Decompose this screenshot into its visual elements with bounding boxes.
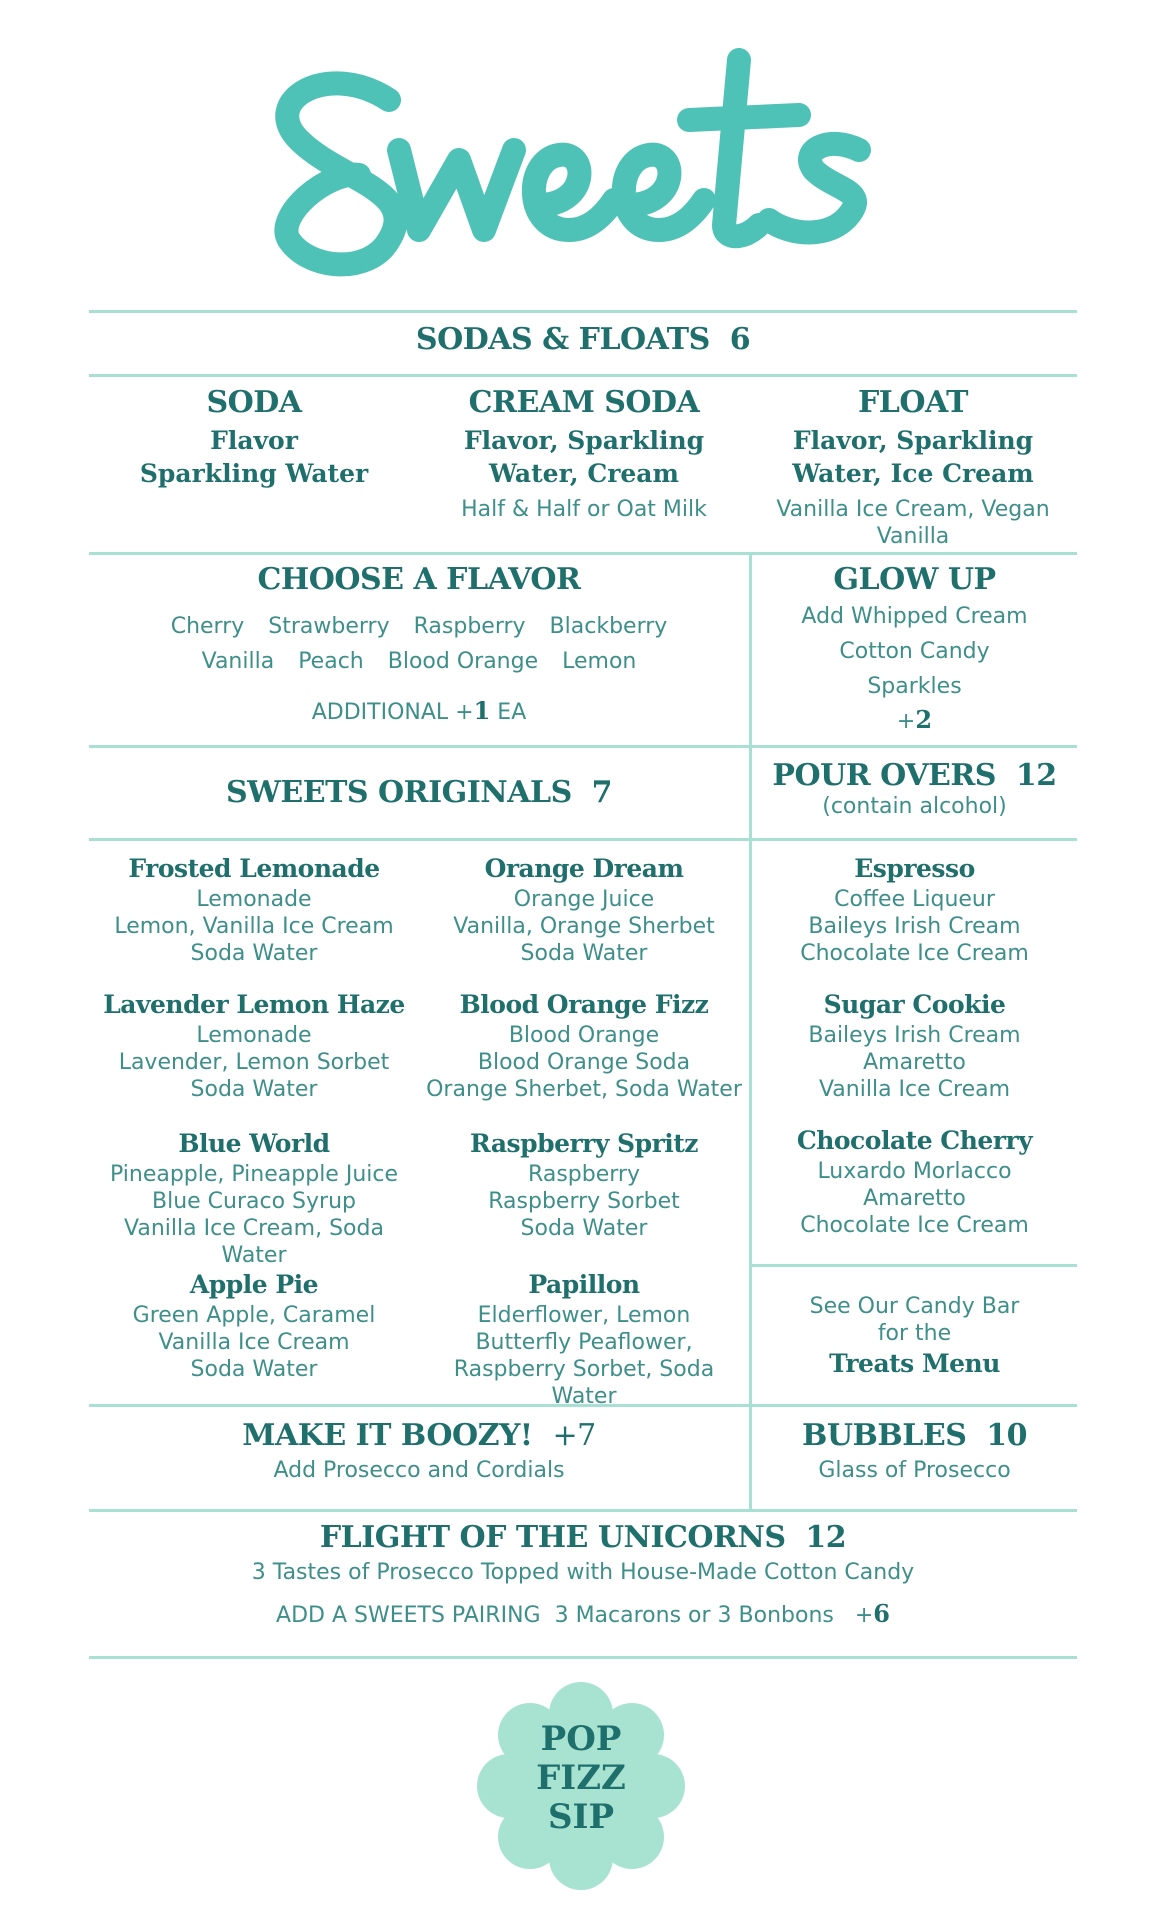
pairing-line: ADD A SWEETS PAIRING 3 Macarons or 3 Bonbons +6 [276, 1599, 890, 1628]
cream-soda-option: Half & Half or Oat Milk [461, 497, 707, 522]
item-name: Lavender Lemon Haze [103, 990, 405, 1019]
cream-soda-line: Flavor, Sparkling [463, 426, 705, 455]
item-line: Raspberry [528, 1162, 640, 1187]
item-line: Lemon, Vanilla Ice Cream [114, 914, 394, 939]
soda-line: Sparkling Water [139, 459, 369, 488]
flavor-item: Peach [298, 649, 364, 674]
item-line: Vanilla Ice Cream [818, 1077, 1011, 1102]
item-line: Baileys Irish Cream [808, 914, 1021, 939]
boozy-desc: Add Prosecco and Cordials [273, 1458, 565, 1483]
item-name: Blue World [178, 1129, 330, 1158]
glow-up-section [752, 562, 1077, 738]
flavor-item: Raspberry [413, 614, 526, 639]
item-line: Amaretto [863, 1186, 966, 1211]
item-name: Chocolate Cherry [796, 1126, 1033, 1155]
item-line: Baileys Irish Cream [808, 1023, 1021, 1048]
unicorns-price: 12 [805, 1520, 847, 1555]
unicorns-header: FLIGHT OF THE UNICORNS [319, 1520, 786, 1555]
menu-item [419, 988, 749, 1103]
menu-item [752, 1124, 1077, 1239]
item-line: Orange Juice [513, 887, 655, 912]
sweets-originals-header: SWEETS ORIGINALS 7 [226, 775, 612, 810]
item-line: Blood Orange Soda [477, 1050, 691, 1075]
candy-bar-note [752, 1293, 1077, 1381]
flavor-item: Lemon [562, 649, 637, 674]
item-line: Chocolate Ice Cream [800, 1213, 1029, 1238]
item-line: Elderflower, Lemon [477, 1303, 691, 1328]
flavor-item: Vanilla [201, 649, 275, 674]
item-line: Chocolate Ice Cream [800, 941, 1029, 966]
item-line: Green Apple, Caramel [132, 1303, 376, 1328]
item-line: Blood Orange [508, 1023, 660, 1048]
item-line: Blue Curaco Syrup [152, 1189, 356, 1214]
bubbles-desc: Glass of Prosecco [818, 1458, 1011, 1483]
boozy-header: MAKE IT BOOZY! [242, 1418, 533, 1453]
pour-overs-note: (contain alcohol) [822, 794, 1007, 819]
menu-item [89, 1127, 419, 1269]
flavor-row [89, 648, 749, 675]
item-line: Vanilla Ice Cream [158, 1330, 350, 1355]
rule [89, 745, 1077, 748]
flavor-item: Strawberry [268, 614, 390, 639]
bubbles-section [752, 1418, 1077, 1484]
menu-item [89, 852, 419, 967]
item-line: Soda Water [190, 941, 318, 966]
bubbles-header: BUBBLES [802, 1418, 967, 1453]
item-line: Pineapple, Pineapple Juice [109, 1162, 399, 1187]
glow-up-header: GLOW UP [833, 562, 996, 597]
glow-up-price: +2 [896, 705, 933, 734]
menu-item [419, 1127, 749, 1242]
unicorns-section [89, 1520, 1077, 1629]
float-section [749, 385, 1077, 550]
item-line: Vanilla, Orange Sherbet [453, 914, 715, 939]
item-name: Raspberry Spritz [469, 1129, 698, 1158]
cream-soda-name: CREAM SODA [468, 385, 700, 420]
item-line: Raspberry Sorbet, Soda Water [453, 1357, 715, 1409]
item-name: Sugar Cookie [823, 990, 1006, 1019]
candy-bar-line: for the [877, 1321, 952, 1346]
flavor-item: Blackberry [549, 614, 668, 639]
item-line: Soda Water [520, 941, 648, 966]
menu-item [419, 852, 749, 967]
item-name: Blood Orange Fizz [459, 990, 709, 1019]
cream-soda-section [419, 385, 749, 523]
item-name: Espresso [854, 854, 975, 883]
sodas-floats-header: SODAS & FLOATS 6 [415, 322, 751, 357]
menu-item [89, 1268, 419, 1383]
rule [89, 374, 1077, 377]
soda-name: SODA [206, 385, 302, 420]
candy-bar-line: See Our Candy Bar [809, 1294, 1020, 1319]
rule [89, 552, 1077, 555]
bubbles-price: 10 [986, 1418, 1027, 1453]
glow-up-item: Add Whipped Cream [801, 604, 1028, 629]
item-line: Butterfly Peaflower, [475, 1330, 693, 1355]
rule [89, 310, 1077, 313]
menu-item [89, 988, 419, 1103]
boozy-price: +7 [552, 1418, 596, 1453]
boozy-section [89, 1418, 749, 1484]
item-name: Frosted Lemonade [128, 854, 380, 883]
item-line: Amaretto [863, 1050, 966, 1075]
menu-item [752, 852, 1077, 967]
additional-flavor-price: ADDITIONAL +1 EA [311, 696, 527, 725]
item-line: Soda Water [190, 1077, 318, 1102]
item-line: Vanilla Ice Cream, Soda Water [124, 1216, 384, 1268]
glow-up-item: Sparkles [867, 674, 962, 699]
menu-page [89, 0, 1077, 1920]
rule [750, 1264, 1077, 1267]
unicorns-desc: 3 Tastes of Prosecco Topped with House-Made Cotton Candy [251, 1560, 915, 1585]
rule [89, 838, 1077, 841]
rule [89, 1509, 1077, 1512]
menu-item [752, 988, 1077, 1103]
float-line: Flavor, Sparkling [792, 426, 1034, 455]
item-line: Raspberry Sorbet [488, 1189, 680, 1214]
sweets-title-logo [269, 40, 909, 300]
item-line: Lavender, Lemon Sorbet [118, 1050, 390, 1075]
flavor-item: Blood Orange [387, 649, 539, 674]
item-line: Soda Water [520, 1216, 648, 1241]
glow-up-item: Cotton Candy [839, 639, 990, 664]
float-option: Vanilla Ice Cream, Vegan Vanilla [776, 497, 1050, 549]
flavor-row [89, 613, 749, 640]
choose-flavor-section [89, 562, 749, 726]
choose-flavor-header: CHOOSE A FLAVOR [257, 562, 581, 597]
pour-overs-header: POUR OVERS 12 (contain alcohol) [752, 758, 1077, 820]
badge-text: POP FIZZ SIP [536, 1719, 626, 1837]
soda-section [89, 385, 419, 490]
item-line: Lemonade [196, 887, 312, 912]
item-line: Luxardo Morlacco [817, 1159, 1012, 1184]
item-line: Orange Sherbet, Soda Water [426, 1077, 742, 1102]
pop-fizz-sip-badge [475, 1680, 687, 1892]
item-name: Orange Dream [484, 854, 684, 883]
treats-menu-link[interactable]: Treats Menu [829, 1349, 1000, 1378]
item-line: Coffee Liqueur [834, 887, 995, 912]
item-line: Soda Water [190, 1357, 318, 1382]
float-name: FLOAT [858, 385, 968, 420]
soda-line: Flavor [210, 426, 298, 455]
float-line: Water, Ice Cream [792, 459, 1034, 488]
cream-soda-line: Water, Cream [489, 459, 679, 488]
item-name: Apple Pie [189, 1270, 319, 1299]
menu-item [419, 1268, 749, 1410]
rule [89, 1656, 1077, 1659]
item-line: Lemonade [196, 1023, 312, 1048]
flavor-item: Cherry [170, 614, 245, 639]
item-name: Papillon [528, 1270, 640, 1299]
